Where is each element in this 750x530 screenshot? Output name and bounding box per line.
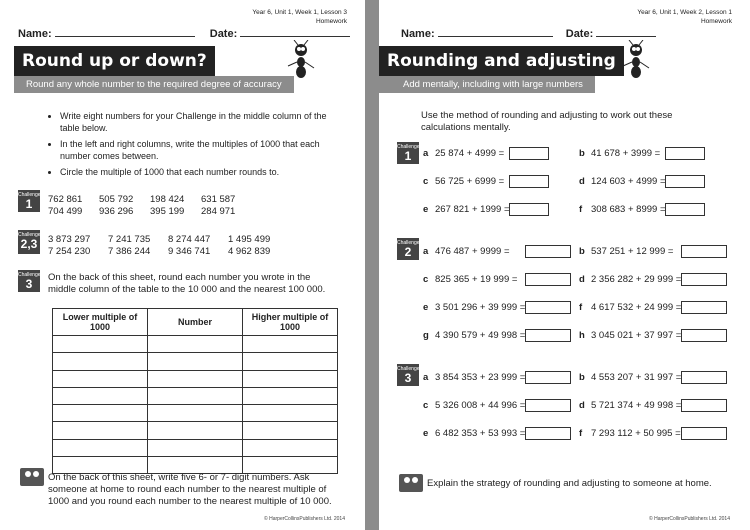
name-label: Name: <box>401 28 435 40</box>
calc-item: c 56 725 + 6999 = <box>423 176 505 187</box>
calc-item: d 124 603 + 4999 = <box>579 176 666 187</box>
answer-box[interactable] <box>509 147 549 160</box>
col-header-higher: Higher multiple of 1000 <box>243 309 338 336</box>
name-field[interactable] <box>438 27 553 37</box>
lesson-header: Year 6, Unit 1, Week 1, Lesson 3 Homework <box>252 9 347 25</box>
col-header-lower: Lower multiple of 1000 <box>53 309 148 336</box>
ant-mascot-icon <box>619 40 653 80</box>
answer-box[interactable] <box>681 329 727 342</box>
answer-box[interactable] <box>681 245 727 258</box>
answer-box[interactable] <box>525 273 571 286</box>
calc-item: f 308 683 + 8999 = <box>579 204 666 215</box>
page-title: Rounding and adjusting <box>379 46 624 76</box>
home-activity-text: Explain the strategy of rounding and adjusting to someone at home. <box>427 478 712 489</box>
lesson-header: Year 6, Unit 1, Week 2, Lesson 1 Homework <box>637 9 732 25</box>
challenge-3-badge: Challenge 3 <box>18 272 41 291</box>
calc-item: c 825 365 + 19 999 = <box>423 274 518 285</box>
answer-box[interactable] <box>681 273 727 286</box>
table-row <box>53 405 338 422</box>
answer-box[interactable] <box>509 203 549 216</box>
date-label: Date: <box>209 28 238 40</box>
name-date-bar <box>401 27 656 40</box>
table-row <box>53 422 338 439</box>
name-field[interactable] <box>55 27 195 37</box>
answer-box[interactable] <box>525 329 571 342</box>
home-activity-text: On the back of this sheet, write five 6- or 7- digit numbers. Ask someone at home to round each number to the nearest multiple of 1000 and you round each number to the nearest multiple of 10 000. <box>48 472 332 507</box>
date-field[interactable] <box>596 27 656 37</box>
calc-item: c 5 326 008 + 44 996 = <box>423 400 526 411</box>
table-row <box>53 353 338 370</box>
answer-box[interactable] <box>665 203 705 216</box>
instruction-item: • Write eight numbers for your Challenge in the middle column of the table below. <box>60 110 338 134</box>
page-title: Round up or down? <box>14 46 215 76</box>
challenge-3-text: On the back of this sheet, round each number you wrote in the middle column of the table to the 10 000 and the nearest 100 000. <box>48 272 326 295</box>
copyright: © HarperCollinsPublishers Ltd. 2014 <box>264 516 345 522</box>
page-subtitle: Round any whole number to the required degree of accuracy <box>14 76 294 93</box>
instructions-list <box>48 110 338 182</box>
instruction-item: • Circle the multiple of 1000 that each number rounds to. <box>60 166 338 178</box>
calc-item: a 25 874 + 4999 = <box>423 148 505 159</box>
calc-item: b 537 251 + 12 999 = <box>579 246 674 257</box>
answer-box[interactable] <box>681 371 727 384</box>
table-row <box>53 387 338 404</box>
calc-item: b 41 678 + 3999 = <box>579 148 661 159</box>
calc-item: f 4 617 532 + 24 999 = <box>579 302 682 313</box>
instruction-item: • In the left and right columns, write the multiples of 1000 that each number comes between. <box>60 138 338 162</box>
answer-box[interactable] <box>525 427 571 440</box>
ant-mascot-icon <box>284 40 318 80</box>
challenge-2-3-badge: Challenges 2,3 <box>18 230 40 254</box>
calc-item: g 4 390 579 + 49 998 = <box>423 330 526 341</box>
challenge-1-badge: Challenge 1 <box>18 192 41 211</box>
challenge-1-numbers: 762 861 505 792 198 424 631 587 704 499 936 296 395 199 284 971 <box>48 194 236 217</box>
challenge-3-badge: Challenge 3 <box>397 366 420 385</box>
page-subtitle: Add mentally, including with large numbers <box>379 76 595 93</box>
challenge-2-3-numbers: 3 873 297 7 241 735 8 274 447 1 495 499 7 254 230 7 386 244 9 346 741 4 962 839 <box>48 234 271 257</box>
table-row <box>53 336 338 353</box>
challenge-2-badge: Challenge 2 <box>397 240 420 259</box>
answer-box[interactable] <box>665 147 705 160</box>
multiples-table <box>52 308 338 474</box>
challenge-1-badge: Challenge 1 <box>397 144 420 163</box>
calc-item: e 267 821 + 1999 = <box>423 204 510 215</box>
calc-item: d 5 721 374 + 49 998 = <box>579 400 682 411</box>
answer-box[interactable] <box>525 371 571 384</box>
calc-item: b 4 553 207 + 31 997 = <box>579 372 682 383</box>
calc-item: h 3 045 021 + 37 997 = <box>579 330 682 341</box>
right-worksheet <box>375 0 750 530</box>
answer-box[interactable] <box>525 399 571 412</box>
calc-item: d 2 356 282 + 29 999 = <box>579 274 682 285</box>
date-label: Date: <box>565 28 594 40</box>
answer-box[interactable] <box>681 427 727 440</box>
name-label: Name: <box>18 28 52 40</box>
calc-item: e 3 501 296 + 39 999 = <box>423 302 526 313</box>
calc-item: a 3 854 353 + 23 999 = <box>423 372 526 383</box>
answer-box[interactable] <box>525 245 571 258</box>
answer-box[interactable] <box>681 301 727 314</box>
calc-item: a 476 487 + 9999 = <box>423 246 510 257</box>
instruction-text: Use the method of rounding and adjusting to work out these calculations mentally. <box>421 110 673 133</box>
copyright: © HarperCollinsPublishers Ltd. 2014 <box>649 516 730 522</box>
home-activity-icon <box>20 468 44 486</box>
calc-item: e 6 482 353 + 53 993 = <box>423 428 526 439</box>
calc-item: f 7 293 112 + 50 995 = <box>579 428 681 439</box>
name-date-bar <box>18 27 350 40</box>
col-header-number: Number <box>148 309 243 336</box>
answer-box[interactable] <box>509 175 549 188</box>
answer-box[interactable] <box>525 301 571 314</box>
table-row <box>53 439 338 456</box>
table-row <box>53 370 338 387</box>
answer-box[interactable] <box>665 175 705 188</box>
answer-box[interactable] <box>681 399 727 412</box>
date-field[interactable] <box>240 27 350 37</box>
home-activity-icon <box>399 474 423 492</box>
